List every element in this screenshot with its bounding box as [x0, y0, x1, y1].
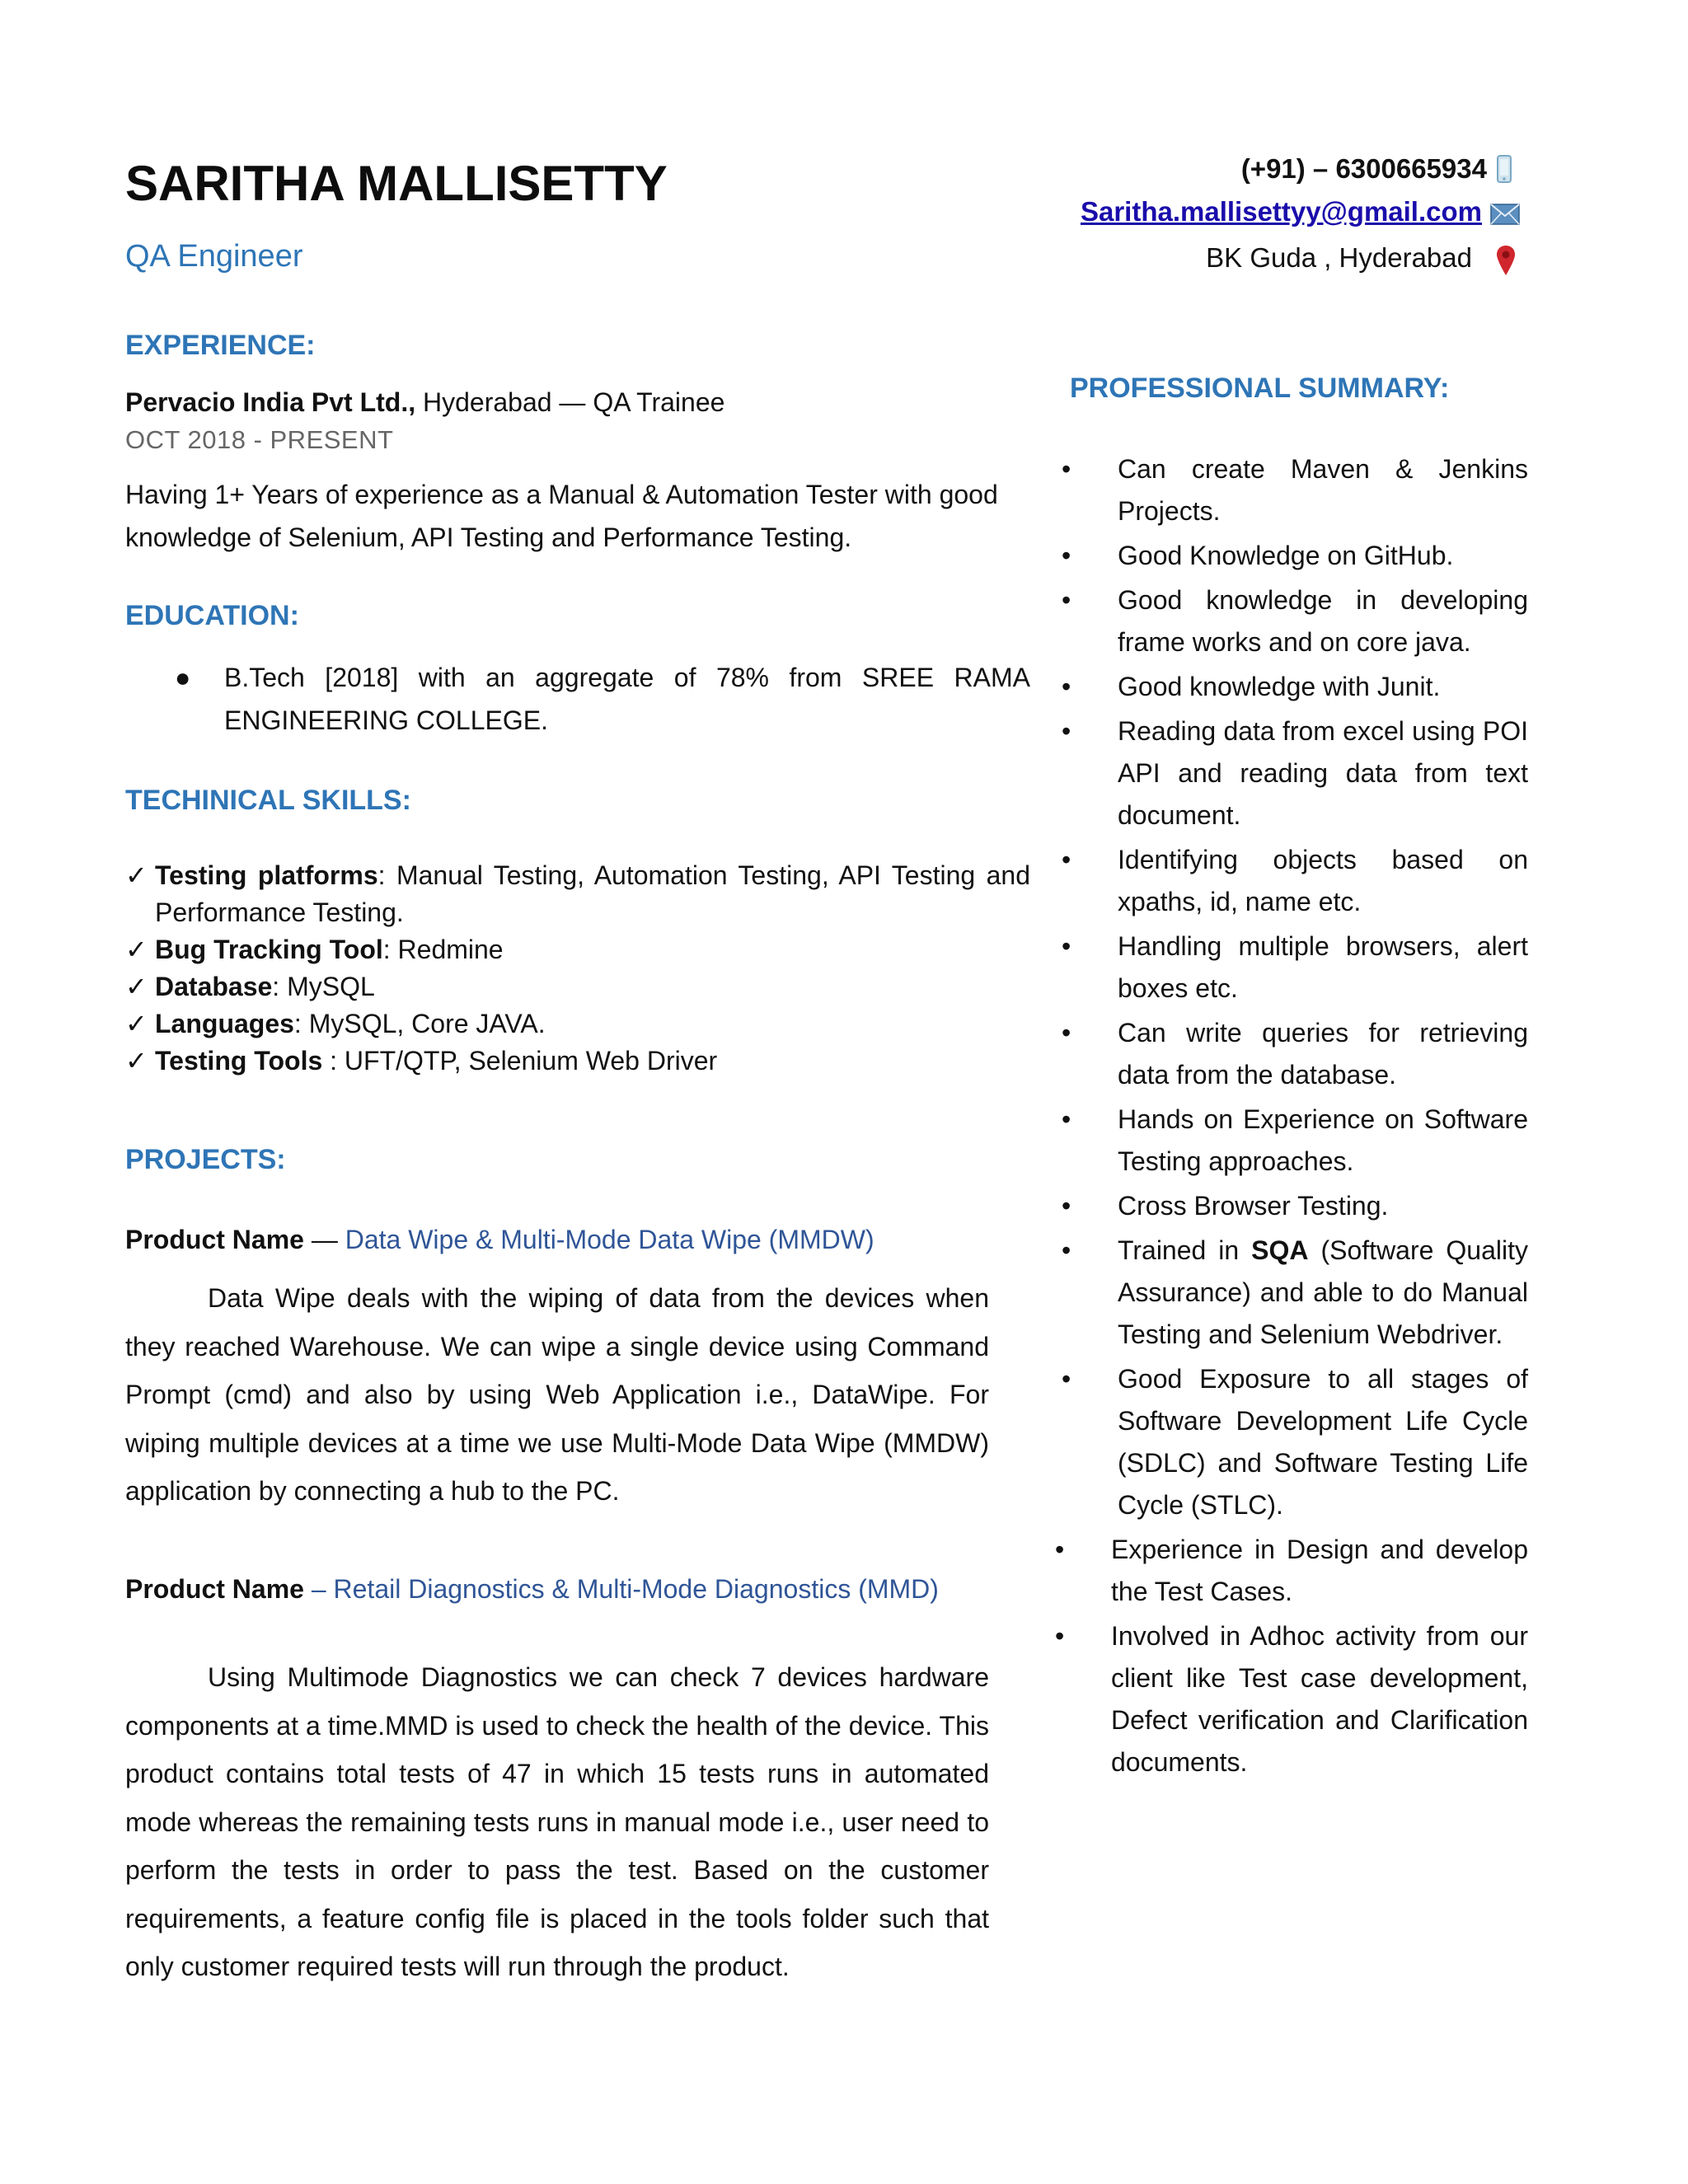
- bullet-icon: •: [1062, 672, 1071, 701]
- skill-item: [125, 968, 1030, 1005]
- bullet-icon: •: [1062, 845, 1071, 874]
- summary-heading: PROFESSIONAL SUMMARY:: [1070, 373, 1450, 404]
- summary-item: • Can create Maven & Jenkins Projects.: [1057, 448, 1528, 532]
- phone-line: [1241, 153, 1520, 185]
- bullet-icon: •: [1062, 1364, 1071, 1394]
- bullet-icon: •: [1062, 1104, 1071, 1134]
- skill-label: Languages: [155, 1009, 294, 1038]
- summary-item: • Experience in Design and develop the Test Cases.: [1050, 1529, 1528, 1613]
- skill-label: Database: [155, 972, 273, 1001]
- skills-heading: TECHINICAL SKILLS:: [125, 785, 411, 816]
- summary-item: • Cross Browser Testing.: [1057, 1185, 1528, 1227]
- skill-value: : UFT/QTP, Selenium Web Driver: [322, 1046, 718, 1076]
- project-label: Product Name: [125, 1225, 304, 1254]
- checkmark-icon: ✓: [125, 1046, 148, 1076]
- skill-value: : MySQL, Core JAVA.: [293, 1009, 546, 1038]
- projects-heading: PROJECTS:: [125, 1144, 286, 1175]
- experience-description: Having 1+ Years of experience as a Manual & Automation Tester with good knowledge of Selenium, API Testing and Performance Testing.: [125, 480, 998, 552]
- summary-item: • Good Exposure to all stages of Software Development Life Cycle (SDLC) and Software Testing Life Cycle (STLC).: [1057, 1358, 1528, 1526]
- bullet-icon: •: [1062, 1191, 1071, 1221]
- project-name: Retail Diagnostics & Multi-Mode Diagnostics (MMD): [333, 1574, 939, 1604]
- skill-label: Testing platforms: [155, 860, 378, 890]
- company-location-role: Hyderabad — QA Trainee: [415, 387, 725, 417]
- project-title: [125, 1574, 939, 1605]
- job-title: QA Engineer: [125, 239, 303, 274]
- skill-item: [125, 857, 1030, 931]
- location-line: [1206, 242, 1520, 274]
- bullet-icon: •: [1062, 1018, 1071, 1047]
- checkmark-icon: ✓: [125, 1009, 148, 1038]
- summary-list: [1057, 448, 1528, 1786]
- bullet-icon: •: [1055, 1535, 1065, 1564]
- summary-item: • Good Knowledge on GitHub.: [1057, 535, 1528, 577]
- education-heading: EDUCATION:: [125, 600, 299, 631]
- experience-dates: OCT 2018 - PRESENT: [125, 425, 394, 454]
- project-label: Product Name: [125, 1574, 304, 1604]
- bullet-icon: •: [1062, 585, 1071, 615]
- candidate-name: SARITHA MALLISETTY: [125, 156, 668, 211]
- summary-item: • Hands on Experience on Software Testing approaches.: [1057, 1099, 1528, 1183]
- skill-value: : Redmine: [382, 935, 504, 964]
- project-separator: –: [303, 1574, 334, 1604]
- summary-item: • Handling multiple browsers, alert boxes etc.: [1057, 926, 1528, 1010]
- checkmark-icon: ✓: [125, 860, 148, 890]
- bullet-icon: •: [1062, 1235, 1071, 1265]
- phone-number: (+91) – 6300665934: [1240, 153, 1487, 184]
- skill-label: Testing Tools: [155, 1046, 323, 1076]
- summary-item: • Can write queries for retrieving data from the database.: [1057, 1012, 1528, 1096]
- location-text: BK Guda , Hyderabad: [1206, 242, 1472, 273]
- summary-item: • Identifying objects based on xpaths, id, name etc.: [1057, 839, 1528, 923]
- skill-item: [125, 1005, 1030, 1043]
- project-title: [125, 1225, 874, 1255]
- summary-item: • Good knowledge in developing frame works and on core java.: [1057, 579, 1528, 663]
- project-description: Data Wipe deals with the wiping of data from the devices when they reached Warehouse. We can wipe a single device using Command Prompt (cmd) and also by using Web Application i.e., DataWipe. For wiping multiple devices at a time we use Multi-Mode Data Wipe (MMDW) application by connecting a hub to the PC.: [125, 1283, 989, 1506]
- skill-label: Bug Tracking Tool: [155, 935, 383, 964]
- map-pin-icon: [1495, 244, 1520, 272]
- summary-item: • Involved in Adhoc activity from our client like Test case development, Defect verification and Clarification documents.: [1050, 1615, 1528, 1783]
- experience-employer: [125, 387, 724, 418]
- bullet-icon: ●: [175, 663, 191, 692]
- education-item: [175, 656, 1030, 742]
- skill-value: : MySQL: [272, 972, 375, 1001]
- education-text: B.Tech [2018] with an aggregate of 78% from SREE RAMA ENGINEERING COLLEGE.: [224, 663, 1030, 735]
- checkmark-icon: ✓: [125, 935, 148, 964]
- checkmark-icon: ✓: [125, 972, 148, 1001]
- summary-item: • Good knowledge with Junit.: [1057, 666, 1528, 708]
- project-name: Data Wipe & Multi-Mode Data Wipe (MMDW): [345, 1225, 874, 1254]
- experience-heading: EXPERIENCE:: [125, 330, 316, 361]
- bullet-icon: •: [1062, 454, 1071, 484]
- bullet-icon: •: [1062, 716, 1071, 746]
- email-link[interactable]: Saritha.mallisettyy@gmail.com: [1080, 196, 1482, 227]
- skills-list: [125, 857, 1030, 1080]
- skill-value: : Manual Testing, Automation Testing, API Testing and Performance Testing.: [155, 860, 1031, 927]
- project-description: Using Multimode Diagnostics we can check 7 devices hardware components at a time.MMD is used to check the health of the device. This product contains total tests of 47 in which 15 tests runs in automated mode whereas the remaining tests runs in manual mode i.e., user need to perform the tests in order to pass the test. Based on the customer requirements, a feature config file is placed in the tools folder such that only customer required tests will run through the product.: [125, 1662, 989, 1981]
- summary-item: • Trained in SQA (Software Quality Assurance) and able to do Manual Testing and Selenium Webdriver.: [1057, 1230, 1528, 1356]
- project-separator: —: [303, 1225, 345, 1254]
- bullet-icon: •: [1055, 1621, 1065, 1651]
- email-line: [1081, 196, 1520, 227]
- skill-item: [125, 1043, 1030, 1080]
- envelope-icon: [1490, 200, 1520, 223]
- summary-item: • Reading data from excel using POI API and reading data from text document.: [1057, 710, 1528, 837]
- company-name: Pervacio India Pvt Ltd.,: [125, 387, 416, 417]
- mobile-phone-icon: [1495, 155, 1520, 183]
- skill-item: [125, 931, 1030, 968]
- bullet-icon: •: [1062, 541, 1071, 570]
- bullet-icon: •: [1062, 931, 1071, 961]
